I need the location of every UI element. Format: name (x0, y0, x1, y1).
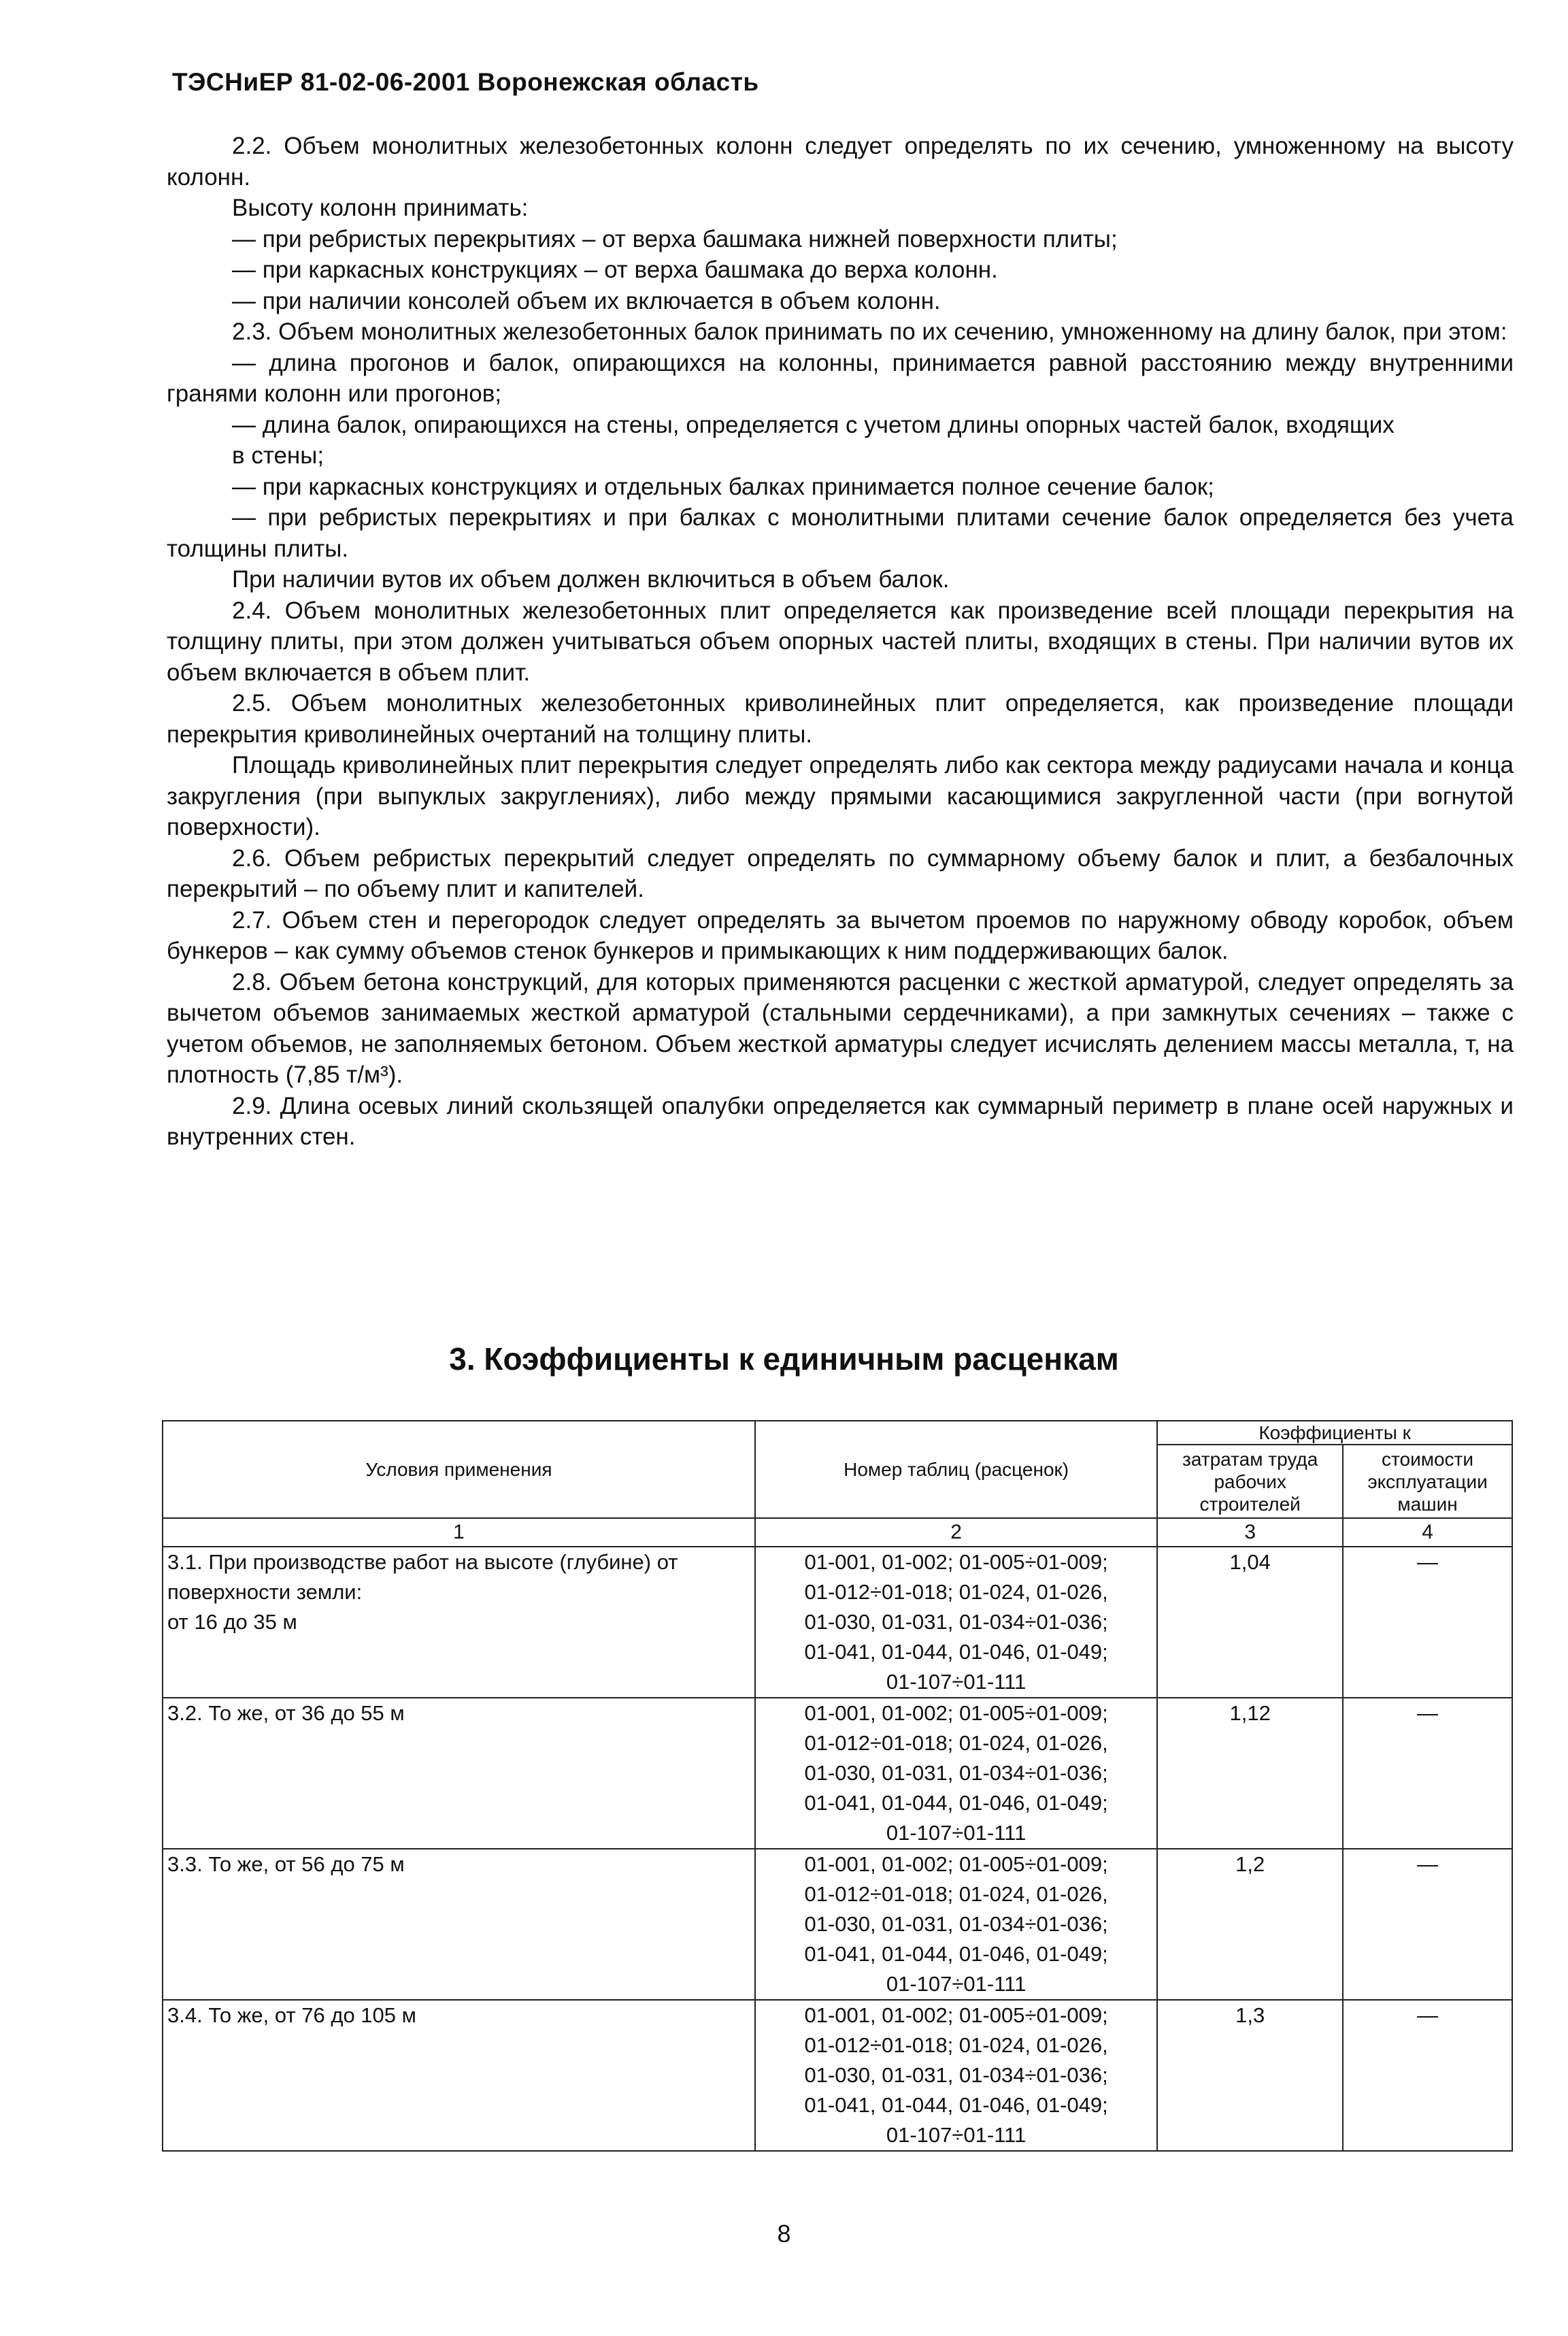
machine-coefficient-cell: — (1343, 1849, 1512, 2000)
paragraph: 2.5. Объем монолитных железобетонных криволинейных плит определяется, как произведение площади перекрытия криволинейных очертаний на толщину плиты. (167, 690, 1514, 748)
labor-coefficient-cell: 1,3 (1157, 2000, 1343, 2151)
paragraph: 2.4. Объем монолитных железобетонных плит определяется как произведение всей площади перекрытия на толщину плиты, при этом должен учитываться объем опорных частей плиты, входящих в стены. При наличии вутов их объем включается в объем плит. (167, 597, 1514, 686)
table-numbers-cell: 01-001, 01-002; 01-005÷01-009; 01-012÷01-018; 01-024, 01-026, 01-030, 01-031, 01-034÷01-036; 01-041, 01-044, 01-046, 01-049; 01-107÷01-111 (755, 1849, 1157, 2000)
labor-coefficient-cell: 1,04 (1157, 1547, 1343, 1698)
paragraph: 2.2. Объем монолитных железобетонных колонн следует определять по их сечению, умноженному на высоту колонн. (167, 133, 1514, 191)
table-row (163, 1849, 1512, 2000)
paragraph: — при наличии консолей объем их включается в объем колонн. (232, 287, 941, 314)
body-text (167, 131, 1514, 1153)
header-labor-costs: затратам труда рабочих строителей (1157, 1445, 1343, 1518)
paragraph: 2.7. Объем стен и перегородок следует определять за вычетом проемов по наружному обводу коробок, объем бункеров – как сумму объемов стенок бункеров и примыкающих к ним поддерживающих балок. (167, 906, 1514, 964)
paragraph: Высоту колонн принимать: (232, 195, 529, 221)
header-machine-costs: стоимости эксплуатации машин (1343, 1445, 1512, 1518)
table-numbers-cell: 01-001, 01-002; 01-005÷01-009; 01-012÷01-018; 01-024, 01-026, 01-030, 01-031, 01-034÷01-036; 01-041, 01-044, 01-046, 01-049; 01-107÷01-111 (755, 1547, 1157, 1698)
condition-cell: 3.1. При производстве работ на высоте (глубине) от поверхности земли: от 16 до 35 м (163, 1547, 755, 1698)
paragraph: — длина балок, опирающихся на стены, определяется с учетом длины опорных частей балок, входящих (232, 411, 1395, 438)
column-number-2: 2 (755, 1518, 1157, 1547)
table-row (163, 2000, 1512, 2151)
paragraph: — при ребристых перекрытиях – от верха башмака нижней поверхности плиты; (232, 225, 1118, 252)
paragraph: в стены; (232, 442, 324, 469)
machine-coefficient-cell: — (1343, 1547, 1512, 1698)
labor-coefficient-cell: 1,2 (1157, 1849, 1343, 2000)
paragraph: Площадь криволинейных плит перекрытия следует определять либо как сектора между радиусами начала и конца закругления (при выпуклых закруглениях), либо между прямыми касающимися закругленной части (при вогнутой поверхности). (167, 752, 1514, 840)
paragraph: — длина прогонов и балок, опирающихся на колонны, принимается равной расстоянию между внутренними гранями колонн или прогонов; (167, 349, 1514, 407)
paragraph: — при каркасных конструкциях – от верха башмака до верха колонн. (232, 257, 998, 283)
table-row (163, 1547, 1512, 1698)
header-table-numbers: Номер таблиц (расценок) (755, 1421, 1157, 1518)
machine-coefficient-cell: — (1343, 1698, 1512, 1849)
machine-coefficient-cell: — (1343, 2000, 1512, 2151)
header-conditions: Условия применения (163, 1421, 755, 1518)
column-number-3: 3 (1157, 1518, 1343, 1547)
table-row (163, 1698, 1512, 1849)
page-number: 8 (777, 2220, 791, 2248)
paragraph: 2.3. Объем монолитных железобетонных балок принимать по их сечению, умноженному на длину балок, при этом: (232, 318, 1507, 345)
condition-cell: 3.3. То же, от 56 до 75 м (163, 1849, 755, 2000)
labor-coefficient-cell: 1,12 (1157, 1698, 1343, 1849)
condition-cell: 3.4. То же, от 76 до 105 м (163, 2000, 755, 2151)
paragraph: 2.9. Длина осевых линий скользящей опалубки определяется как суммарный периметр в плане осей наружных и внутренних стен. (167, 1092, 1514, 1150)
column-number-1: 1 (163, 1518, 755, 1547)
table-numbers-cell: 01-001, 01-002; 01-005÷01-009; 01-012÷01-018; 01-024, 01-026, 01-030, 01-031, 01-034÷01-036; 01-041, 01-044, 01-046, 01-049; 01-107÷01-111 (755, 2000, 1157, 2151)
document-header: ТЭСНиЕР 81-02-06-2001 Воронежская область (172, 68, 759, 96)
table-numbers-cell: 01-001, 01-002; 01-005÷01-009; 01-012÷01-018; 01-024, 01-026, 01-030, 01-031, 01-034÷01-036; 01-041, 01-044, 01-046, 01-049; 01-107÷01-111 (755, 1698, 1157, 1849)
paragraph: При наличии вутов их объем должен включиться в объем балок. (232, 566, 950, 593)
paragraph: 2.8. Объем бетона конструкций, для которых применяются расценки с жесткой арматурой, следует определять за вычетом объемов занимаемых жесткой арматурой (стальными сердечниками), а при замкнутых сечениях – также с учетом объемов, не заполняемых бетоном. Объем жесткой арматуры следует исчислять делением массы металла, т, на плотность (7,85 т/м³). (167, 968, 1514, 1088)
header-coefficients: Коэффициенты к (1157, 1421, 1512, 1445)
paragraph: — при ребристых перекрытиях и при балках с монолитными плитами сечение балок определяется без учета толщины плиты. (167, 504, 1514, 562)
condition-cell: 3.2. То же, от 36 до 55 м (163, 1698, 755, 1849)
coefficients-table (162, 1420, 1513, 2152)
paragraph: 2.6. Объем ребристых перекрытий следует определять по суммарному объему балок и плит, а безбалочных перекрытий – по объему плит и капителей. (167, 844, 1514, 902)
section-title: 3. Коэффициенты к единичным расценкам (449, 1341, 1119, 1377)
paragraph: — при каркасных конструкциях и отдельных балках принимается полное сечение балок; (232, 473, 1214, 500)
column-number-4: 4 (1343, 1518, 1512, 1547)
